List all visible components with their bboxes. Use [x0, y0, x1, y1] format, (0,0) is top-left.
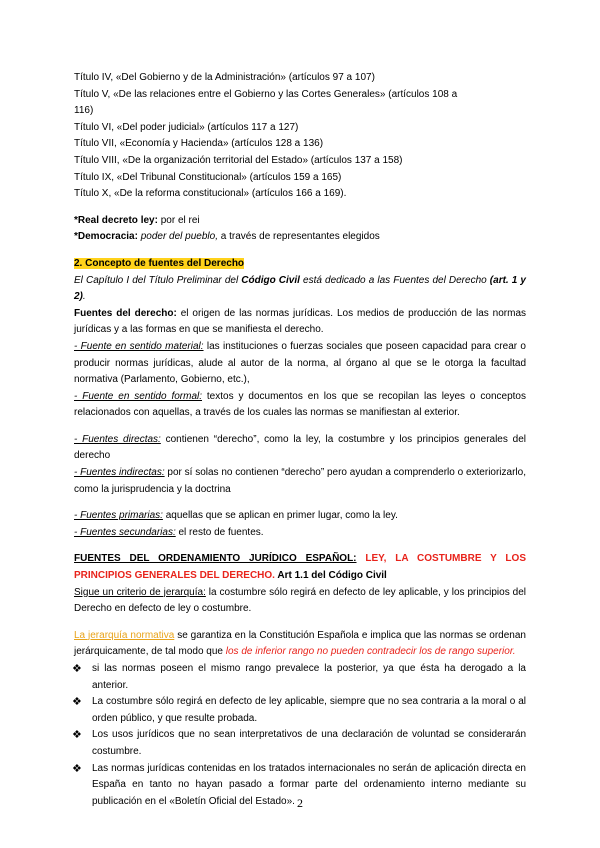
titulo-line: Título VII, «Economía y Hacienda» (artículos 128 a 136)	[74, 138, 324, 150]
fuente-formal-paragraph: - Fuente en sentido formal: textos y documentos en los que se recopilan las leyes o conceptos relacionados con aquellas, a través de los cuales las normas se manifiestan al exterior.	[74, 390, 526, 419]
fuentes-derecho-paragraph: Fuentes del derecho: el origen de las normas jurídicas. Los medios de producción de las normas jurídicas y a las formas en que se manifiesta el derecho.	[74, 307, 527, 336]
note-term: *Real decreto ley:	[74, 214, 158, 226]
titulo-line: Título V, «De las relaciones entre el Gobierno y las Cortes Generales» (artículos 108 a	[74, 88, 458, 100]
diamond-bullet-icon: ❖	[72, 663, 82, 675]
titulo-line: 116)	[74, 105, 94, 117]
titulo-line: Título X, «De la reforma constitucional» (artículos 166 a 169).	[74, 188, 347, 200]
titulo-line: Título IV, «Del Gobierno y de la Administración» (artículos 97 a 107)	[74, 72, 375, 83]
jerarquia-paragraph: Sigue un criterio de jerarquía: la costumbre sólo regirá en defecto de ley aplicable, y los principios del Derecho en defecto de ley o costumbre.	[74, 586, 526, 615]
fuentes-directas-paragraph: - Fuentes directas: contienen “derecho”, como la ley, la costumbre y los principios generales del derecho	[74, 433, 526, 462]
fuente-material-paragraph: - Fuente en sentido material: las instituciones o fuerzas sociales que poseen capacidad para crear o producir normas jurídicas, alude al autor de la norma, al órgano al que se le otorga la facultad normativa (Parlamento, Gobierno, etc.),	[74, 340, 526, 386]
list-item: ❖ Las normas jurídicas contenidas en los tratados internacionales no serán de aplicación directa en España en tanto no hayan pasado a formar parte del ordenamiento interno mediante su publicación en el «Boletín Oficial del Estado».	[72, 762, 526, 807]
page-content	[74, 70, 526, 810]
diamond-bullet-icon: ❖	[72, 762, 82, 775]
diamond-bullet-icon: ❖	[72, 729, 82, 742]
ordenamiento-heading: FUENTES DEL ORDENAMIENTO JURÍDICO ESPAÑOL: LEY, LA COSTUMBRE Y LOS PRINCIPIOS GENERALES DEL DERECHO. Art 1.1 del Código Civil	[74, 553, 526, 582]
list-item: ❖ La costumbre sólo regirá en defecto de ley aplicable, siempre que no sea contraria a la moral o al orden público, y que resulte probada.	[72, 696, 526, 724]
note-real-decreto	[74, 213, 526, 230]
diamond-bullet-icon: ❖	[72, 696, 82, 709]
fuentes-secundarias-paragraph: - Fuentes secundarias: el resto de fuentes.	[74, 526, 264, 538]
section-2-intro: El Capítulo I del Título Preliminar del Código Civil está dedicado a las Fuentes del Derecho (art. 1 y 2).	[74, 274, 526, 303]
jerarquia-bullets	[74, 661, 526, 810]
titulo-line: Título IX, «Del Tribunal Constitucional» (artículos 159 a 165)	[74, 171, 342, 183]
fuentes-indirectas-paragraph: - Fuentes indirectas: por sí solas no contienen “derecho” pero ayudan a comprenderlo o exteriorizarlo, como la jurisprudencia y la doctrina	[74, 467, 526, 495]
titulo-line: Título VI, «Del poder judicial» (artículos 117 a 127)	[74, 121, 299, 133]
titulos-list	[74, 70, 526, 203]
note-text: por el rei	[157, 214, 200, 226]
note-italic: poder del pueblo,	[140, 231, 218, 243]
fuentes-primarias-paragraph: - Fuentes primarias: aquellas que se aplican en primer lugar, como la ley.	[74, 510, 398, 522]
list-item: ❖ si las normas poseen el mismo rango prevalece la posterior, ya que ésta ha derogado a la anterior.	[72, 663, 526, 691]
section-2-heading: 2. Concepto de fuentes del Derecho	[74, 257, 245, 269]
titulo-line: Título VIII, «De la organización territorial del Estado» (artículos 137 a 158)	[74, 154, 403, 166]
note-term: *Democracia:	[74, 231, 138, 243]
jerarquia-normativa-paragraph: La jerarquía normativa se garantiza en la Constitución Española e implica que las normas se ordenan jerárquicamente, de tal modo que los de inferior rango no pueden contradecir los de rango superior.	[74, 629, 526, 658]
note-democracia	[74, 229, 526, 246]
list-item: ❖ Los usos jurídicos que no sean interpretativos de una declaración de voluntad se considerarán costumbre.	[72, 729, 526, 757]
note-text: a través de representantes elegidos	[218, 231, 380, 243]
page-number: 2	[297, 796, 303, 810]
